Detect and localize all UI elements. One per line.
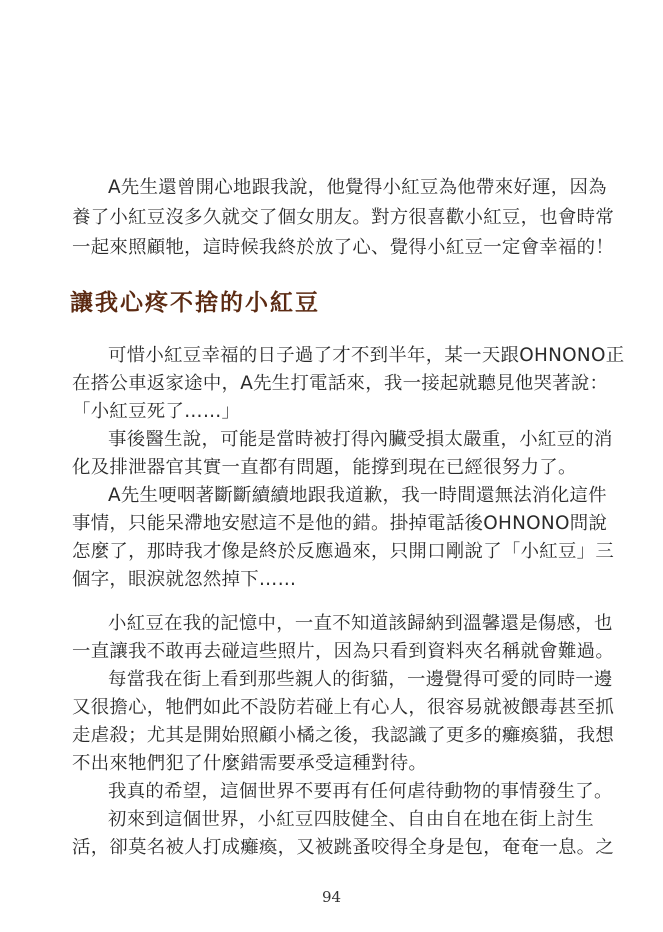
paragraph-line: 事情，只能呆滯地安慰這不是他的錯。掛掉電話後OHNONO問說 — [72, 513, 608, 534]
paragraph-line: A先生還曾開心地跟我說，他覺得小紅豆為他帶來好運，因為 — [108, 177, 607, 198]
paragraph-line: 每當我在街上看到那些親人的街貓，一邊覺得可愛的同時一邊 — [108, 669, 613, 690]
paragraph-line: 又很擔心，牠們如此不設防若碰上有心人，很容易就被餵毒甚至抓 — [72, 697, 615, 718]
section-heading: 讓我心疼不捨的小紅豆 — [70, 289, 320, 316]
paragraph-line: 不出來牠們犯了什麼錯需要承受這種對待。 — [72, 753, 428, 774]
paragraph-line: 養了小紅豆沒多久就交了個女朋友。對方很喜歡小紅豆，也會時常 — [72, 207, 615, 228]
paragraph-line: A先生哽咽著斷斷續續地跟我道歉，我一時間還無法消化這件 — [108, 485, 607, 506]
paragraph-line: 個字，眼淚就忽然掉下…… — [72, 569, 297, 590]
paragraph-line: 在搭公車返家途中，A先生打電話來，我一接起就聽見他哭著說： — [72, 373, 609, 394]
paragraph-line: 活，卻莫名被人打成癱瘓，又被跳蚤咬得全身是包，奄奄一息。之 — [72, 837, 615, 858]
paragraph-line: 小紅豆在我的記憶中，一直不知道該歸納到溫馨還是傷感，也 — [108, 613, 613, 634]
paragraph-line: 可惜小紅豆幸福的日子過了才不到半年，某一天跟OHNONO正 — [108, 345, 625, 366]
paragraph-line: 「小紅豆死了……」 — [72, 401, 241, 422]
paragraph-line: 走虐殺；尤其是開始照顧小橘之後，我認識了更多的癱瘓貓，我想 — [72, 725, 615, 746]
paragraph-line: 事後醫生說，可能是當時被打得內臟受損太嚴重，小紅豆的消 — [108, 429, 613, 450]
paragraph-line: 怎麼了，那時我才像是終於反應過來，只開口剛說了「小紅豆」三 — [72, 541, 615, 562]
page-number: 94 — [321, 888, 342, 906]
paragraph-line: 化及排泄器官其實一直都有問題，能撐到現在已經很努力了。 — [72, 457, 577, 478]
paragraph-line: 一起來照顧牠，這時候我終於放了心、覺得小紅豆一定會幸福的！ — [72, 237, 615, 258]
paragraph-line: 我真的希望，這個世界不要再有任何虐待動物的事情發生了。 — [108, 781, 613, 802]
paragraph-line: 一直讓我不敢再去碰這些照片，因為只看到資料夾名稱就會難過。 — [72, 641, 615, 662]
paragraph-line: 初來到這個世界，小紅豆四肢健全、自由自在地在街上討生 — [108, 809, 594, 830]
